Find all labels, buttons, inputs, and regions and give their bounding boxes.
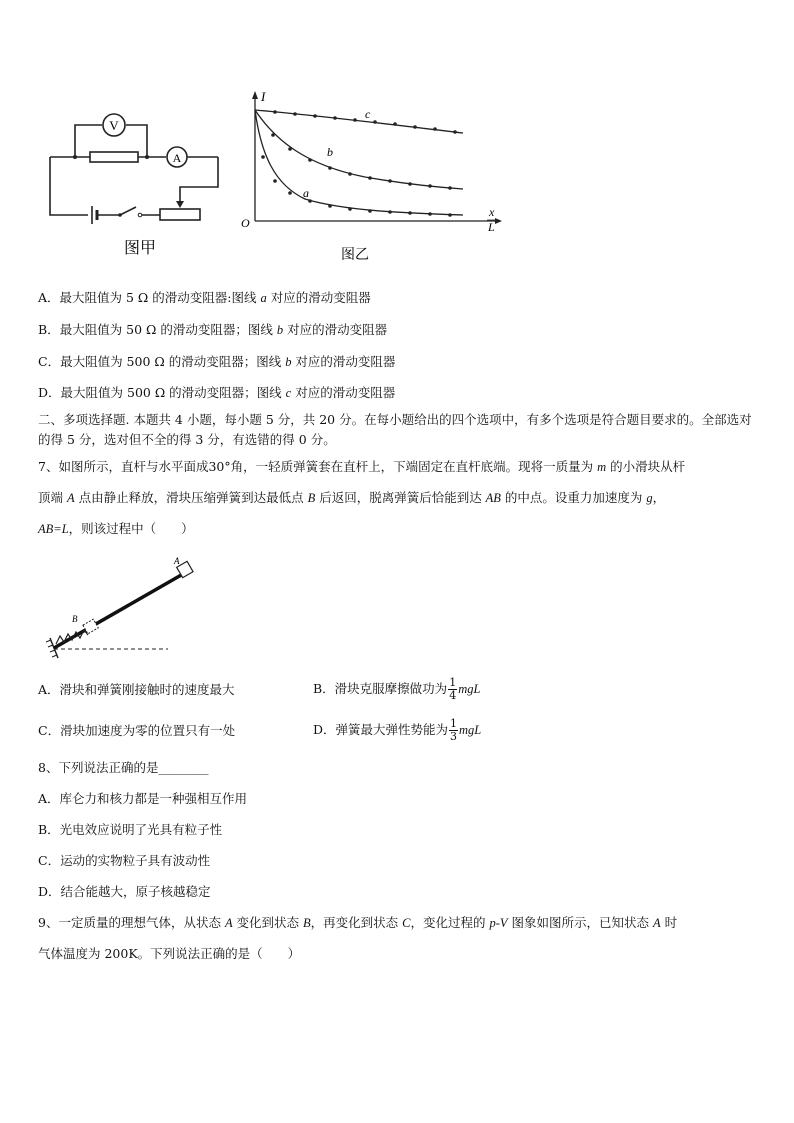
q9-stem-line2: 气体温度为 200K。下列说法正确的是（ ） (38, 946, 301, 961)
curve-b-label: b (327, 145, 333, 159)
q6-option-c: C．最大阻值为 500 Ω 的滑动变阻器；图线 b 对应的滑动变阻器 (38, 354, 396, 369)
q6-option-a: A．最大阻值为 5 Ω 的滑动变阻器:图线 a 对应的滑动变阻器 (38, 290, 371, 305)
q7-stem-line1: 7、如图所示，直杆与水平面成30°角，一轻质弹簧套在直杆上，下端固定在直杆底端。现将一质量为 m 的小滑块从杆 (38, 459, 686, 474)
q9-stem-line1: 9、一定质量的理想气体，从状态 A 变化到状态 B，再变化到状态 C，变化过程的 p-V 图象如图所示，已知状态 A 时 (38, 915, 678, 930)
q8-option-a: A．库仑力和核力都是一种强相互作用 (38, 791, 248, 806)
q7-option-a: A．滑块和弹簧刚接触时的速度最大 (38, 682, 235, 697)
circuit-diagram (40, 105, 230, 260)
curve-a (255, 110, 463, 215)
x-axis-num: x (489, 205, 495, 219)
q7-option-d: D．弹簧最大弹性势能为 $\frac{1}{3}$ mgL (313, 717, 482, 743)
current-curves-graph (235, 85, 510, 265)
q8-option-c: C．运动的实物粒子具有波动性 (38, 853, 211, 868)
q6-option-d: D．最大阻值为 500 Ω 的滑动变阻器；图线 c 对应的滑动变阻器 (38, 385, 396, 400)
q8-option-b: B．光电效应说明了光具有粒子性 (38, 822, 223, 837)
q8-stem: 8、下列说法正确的是________ (38, 760, 209, 775)
q6-option-b: B．最大阻值为 50 Ω 的滑动变阻器；图线 b 对应的滑动变阻器 (38, 322, 388, 337)
curve-b (255, 110, 463, 189)
point-a-label: A (174, 556, 180, 566)
section-2-instructions: 二、多项选择题. 本题共 4 小题，每小题 5 分，共 20 分。在每小题给出的四个选项中，有多个选项是符合题目要求的。全部选对的得 5 分，选对但不全的得 3 分，有选错的得 0 分。 (38, 412, 752, 447)
ammeter-label: A (172, 151, 182, 165)
x-axis-den: L (488, 220, 495, 234)
q7-option-c: C．滑块加速度为零的位置只有一处 (38, 723, 236, 738)
curve-c (255, 110, 463, 133)
figure-yi-caption: 图乙 (341, 247, 369, 263)
figure-jia-caption: 图甲 (123, 238, 157, 257)
voltmeter-label: V (109, 118, 119, 133)
incline-rod-figure (38, 552, 208, 662)
q7-stem-line2: 顶端 A 点由静止释放，滑块压缩弹簧到达最低点 B 后返回，脱离弹簧后恰能到达 AB 的中点。设重力加速度为 g， (38, 490, 666, 505)
q7-stem-line3: AB=L，则该过程中（ ） (38, 521, 194, 536)
q7-option-b: B．滑块克服摩擦做功为 $\frac{1}{4}$ mgL (313, 676, 481, 702)
q8-option-d: D．结合能越大，原子核越稳定 (38, 884, 211, 899)
y-axis-label: I (261, 89, 266, 104)
curve-a-label: a (303, 186, 309, 200)
point-b-label: B (72, 614, 78, 624)
origin-label: O (241, 216, 250, 230)
curve-c-label: c (365, 107, 371, 121)
